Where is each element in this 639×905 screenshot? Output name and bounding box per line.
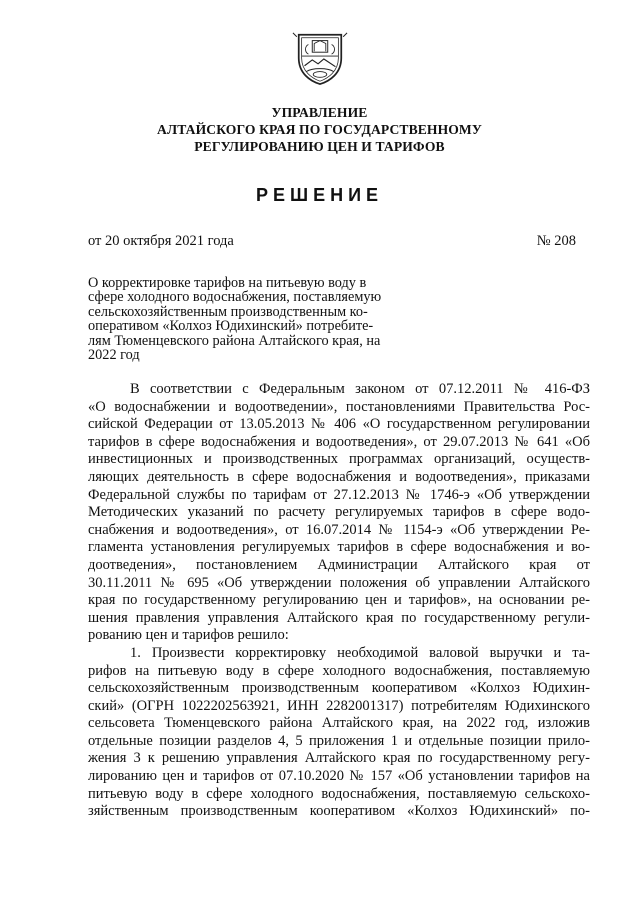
body-line: снабжения и водоотведения», от 16.07.2014 № 1154-э «Об утверждении Ре- bbox=[88, 521, 590, 538]
body-line: питьевую воду в сфере холодного водоснабжения, поставляемую сельскохо- bbox=[88, 785, 590, 802]
body-line: доотведения», постановлением Администрации Алтайского края от bbox=[88, 556, 590, 573]
body-line: «О водоснабжении и водоотведении», постановлениями Правительства Рос- bbox=[88, 398, 590, 415]
body-line: ляющих деятельность в сфере водоснабжения и водоотведения», приказами bbox=[88, 468, 590, 485]
body-line: 1. Произвести корректировку необходимой валовой выручки и та- bbox=[130, 644, 590, 661]
subject-line: сфере холодного водоснабжения, поставляемую bbox=[88, 289, 382, 306]
body-line: ский» (ОГРН 1022202563921, ИНН 2282001317) потребителям Юдихинского bbox=[88, 697, 590, 714]
body-line: лированию цен и тарифов от 07.10.2020 № 157 «Об установлении тарифов на bbox=[88, 768, 590, 785]
body-line: Методических указаний по расчету регулируемых тарифов в сфере водо- bbox=[88, 504, 590, 521]
subject-line: 2022 год bbox=[88, 347, 140, 364]
body-line: отдельные позиции разделов 4, 5 приложения 1 и отдельные позиции прило- bbox=[88, 732, 590, 749]
body-line: шения правления управления Алтайского края по государственному регули- bbox=[88, 609, 590, 626]
body-text bbox=[88, 381, 590, 821]
body-line: жения 3 к решению управления Алтайского края по государственному регу- bbox=[88, 750, 590, 767]
body-line: рованию цен и тарифов решило: bbox=[88, 627, 289, 644]
body-line: зяйственным производственным кооперативом «Колхоз Юдихинский» по- bbox=[88, 803, 590, 820]
body-line: рифов на питьевую воду в сфере холодного водоснабжения, поставляемую bbox=[88, 662, 590, 679]
body-line: сельскохозяйственным производственным кооперативом «Колхоз Юдихин- bbox=[88, 680, 590, 697]
subject-line: лям Тюменцевского района Алтайского края, на bbox=[88, 332, 381, 349]
issuer-line-1: УПРАВЛЕНИЕ bbox=[271, 105, 368, 120]
issuer-line-3: РЕГУЛИРОВАНИЮ ЦЕН И ТАРИФОВ bbox=[194, 139, 445, 154]
body-line: инвестиционных и производственных программах организаций, осуществ- bbox=[88, 451, 590, 468]
subject-line: сельскохозяйственным производственным ко- bbox=[88, 303, 368, 320]
body-line: 30.11.2011 № 695 «Об утверждении положения об управлении Алтайского bbox=[88, 574, 590, 591]
coat-of-arms-icon bbox=[291, 29, 349, 87]
body-line: сийской Федерации от 13.05.2013 № 406 «О государственном регулировании bbox=[88, 416, 590, 433]
body-line: сельсовета Тюменцевского района Алтайского края, на 2022 год, изложив bbox=[88, 715, 590, 732]
subject-line: О корректировке тарифов на питьевую воду в bbox=[88, 275, 367, 291]
body-line: края по государственному регулированию цен и тарифов», на основании ре- bbox=[88, 592, 590, 609]
document-title: РЕШЕНИЕ bbox=[255, 185, 384, 205]
body-line: В соответствии с Федеральным законом от 07.12.2011 № 416-ФЗ bbox=[130, 381, 590, 397]
subject-block bbox=[88, 276, 400, 362]
body-line: гламента установления регулируемых тарифов в сфере водоснабжения и во- bbox=[88, 539, 590, 556]
body-line: тарифов в сфере водоснабжения и водоотведения», от 29.07.2013 № 641 «Об bbox=[88, 433, 590, 450]
document-number: № 208 bbox=[536, 233, 576, 249]
body-line: Федеральной службы по тарифам от 27.12.2013 № 1746-э «Об утверждении bbox=[88, 486, 590, 503]
issuer-line-2: АЛТАЙСКОГО КРАЯ ПО ГОСУДАРСТВЕННОМУ bbox=[157, 122, 482, 137]
subject-line: оперативом «Колхоз Юдихинский» потребите- bbox=[88, 318, 374, 335]
document-date: от 20 октября 2021 года bbox=[88, 233, 234, 249]
